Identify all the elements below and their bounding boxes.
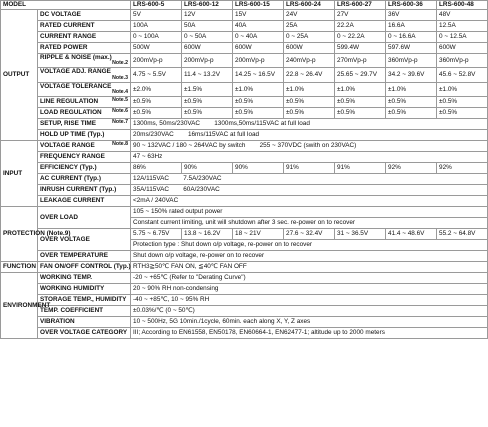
cell: 600W: [437, 43, 488, 54]
cell: 20 ~ 90% RH non-condensing: [131, 283, 488, 294]
param-label: INRUSH CURRENT (Typ.): [38, 184, 131, 195]
cell: 50A: [182, 21, 233, 32]
cell: ±0.5%: [182, 96, 233, 107]
param-text: VOLTAGE TOLERANCE: [40, 82, 112, 90]
cell: 48V: [437, 10, 488, 21]
model-name: LRS-600-12: [182, 1, 233, 10]
cell: 41.4 ~ 48.6V: [386, 228, 437, 239]
cell: 0 ~ 22.2A: [335, 32, 386, 43]
cell: 31 ~ 36.5V: [335, 228, 386, 239]
param-label: OVER VOLTAGE CATEGORY: [38, 327, 131, 338]
param-label: WORKING TEMP.: [38, 272, 131, 283]
param-label: TEMP. COEFFICIENT: [38, 305, 131, 316]
table-row: [1, 294, 488, 305]
table-row: [1, 228, 488, 239]
cell: 90%: [182, 162, 233, 173]
param-text: RIPPLE & NOISE (max.): [40, 54, 112, 61]
table-row: [1, 43, 488, 54]
table-row: [1, 82, 488, 96]
cell: 100A: [131, 21, 182, 32]
table-row: [1, 129, 488, 140]
cell: 16.6A: [386, 21, 437, 32]
param-label: [38, 107, 131, 118]
cell: 597.6W: [386, 43, 437, 54]
model-name: LRS-600-27: [335, 1, 386, 10]
cell: ±0.5%: [284, 96, 335, 107]
param-label: FREQUENCY RANGE: [38, 151, 131, 162]
param-label: OVER LOAD: [38, 206, 131, 228]
cell: 27.6 ~ 32.4V: [284, 228, 335, 239]
cell: 5V: [131, 10, 182, 21]
cell: ±0.5%: [437, 107, 488, 118]
table-row: [1, 107, 488, 118]
table-row: [1, 68, 488, 82]
cell: 25A: [284, 21, 335, 32]
cell: 24V: [284, 10, 335, 21]
section-protection: PROTECTION (Note.9): [1, 206, 38, 261]
param-text: LINE REGULATION: [40, 98, 99, 106]
cell: 40A: [233, 21, 284, 32]
table-row: [1, 316, 488, 327]
cell: 0 ~ 50A: [182, 32, 233, 43]
table-row: [1, 261, 488, 272]
table-row: [1, 151, 488, 162]
cell: 11.4 ~ 13.2V: [182, 68, 233, 82]
cell: 270mVp-p: [335, 54, 386, 68]
cell: 0 ~ 16.6A: [386, 32, 437, 43]
cell: ±0.5%: [233, 107, 284, 118]
cell: 600W: [182, 43, 233, 54]
param-label: EFFICIENCY (Typ.): [38, 162, 131, 173]
cell: 200mVp-p: [182, 54, 233, 68]
param-label: [38, 140, 131, 151]
cell: <2mA / 240VAC: [131, 195, 488, 206]
param-text: VOLTAGE ADJ. RANGE: [40, 68, 111, 76]
param-label: WORKING HUMIDITY: [38, 283, 131, 294]
cell: 22.8 ~ 26.4V: [284, 68, 335, 82]
cell: 1300ms, 50ms/230VAC 1300ms,50ms/115VAC at full load: [131, 118, 488, 129]
cell: ±1.0%: [233, 82, 284, 96]
cell: 500W: [131, 43, 182, 54]
model-name: LRS-600-24: [284, 1, 335, 10]
table-row: [1, 195, 488, 206]
param-label: CURRENT RANGE: [38, 32, 131, 43]
cell: 91%: [335, 162, 386, 173]
cell: ±0.03%/℃ (0 ~ 50℃): [131, 305, 488, 316]
cell: ±1.0%: [386, 82, 437, 96]
cell: 200mVp-p: [233, 54, 284, 68]
cell: ±0.5%: [335, 107, 386, 118]
param-label: RATED CURRENT: [38, 21, 131, 32]
param-label: FAN ON/OFF CONTROL (Typ.): [38, 261, 131, 272]
note-ref: Note.6: [112, 108, 129, 115]
table-row: [1, 173, 488, 184]
param-label: RATED POWER: [38, 43, 131, 54]
param-label: [38, 82, 131, 96]
table-row: [1, 21, 488, 32]
cell: ±1.0%: [437, 82, 488, 96]
table-row: [1, 140, 488, 151]
cell: 360mVp-p: [437, 54, 488, 68]
cell: ±0.5%: [131, 96, 182, 107]
cell: 0 ~ 40A: [233, 32, 284, 43]
param-label: DC VOLTAGE: [38, 10, 131, 21]
cell: 10 ~ 500Hz, 5G 10min./1cycle, 60min. each along X, Y, Z axes: [131, 316, 488, 327]
cell: 599.4W: [335, 43, 386, 54]
note-ref: Note.8: [112, 141, 129, 148]
cell: 200mVp-p: [131, 54, 182, 68]
cell: 360mVp-p: [386, 54, 437, 68]
param-label: [38, 68, 131, 82]
cell: -20 ~ +65℃ (Refer to "Derating Curve"): [131, 272, 488, 283]
cell: ±1.0%: [335, 82, 386, 96]
cell: 600W: [284, 43, 335, 54]
cell: -40 ~ +85℃, 10 ~ 95% RH: [131, 294, 488, 305]
cell: 13.8 ~ 16.2V: [182, 228, 233, 239]
cell: 14.25 ~ 16.5V: [233, 68, 284, 82]
cell: ±0.5%: [233, 96, 284, 107]
param-label: AC CURRENT (Typ.): [38, 173, 131, 184]
cell: 12V: [182, 10, 233, 21]
cell: 0 ~ 25A: [284, 32, 335, 43]
cell: 91%: [284, 162, 335, 173]
cell: 18 ~ 21V: [233, 228, 284, 239]
table-row: [1, 162, 488, 173]
cell: 0 ~ 12.5A: [437, 32, 488, 43]
cell: 45.6 ~ 52.8V: [437, 68, 488, 82]
param-label: HOLD UP TIME (Typ.): [38, 129, 131, 140]
cell: 20ms/230VAC 16ms/115VAC at full load: [131, 129, 488, 140]
cell: ±0.5%: [131, 107, 182, 118]
cell: 34.2 ~ 39.6V: [386, 68, 437, 82]
param-text: VOLTAGE RANGE: [40, 142, 95, 150]
cell: ±0.5%: [335, 96, 386, 107]
note-ref: Note.5: [112, 97, 129, 104]
param-label: LEAKAGE CURRENT: [38, 195, 131, 206]
cell: ±0.5%: [386, 107, 437, 118]
note-ref: Note.4: [112, 89, 129, 96]
cell: 90%: [233, 162, 284, 173]
model-name: LRS-600-15: [233, 1, 284, 10]
cell: 92%: [437, 162, 488, 173]
cell: ±1.0%: [284, 82, 335, 96]
param-text: SETUP, RISE TIME: [40, 120, 96, 128]
note-ref: Note.3: [112, 74, 129, 81]
cell: 35A/115VAC 60A/230VAC: [131, 184, 488, 195]
table-row: [1, 184, 488, 195]
cell: 90 ~ 132VAC / 180 ~ 264VAC by switch 255 ~ 370VDC (swith on 230VAC): [131, 140, 488, 151]
table-row: [1, 283, 488, 294]
param-label: OVER TEMPERATURE: [38, 250, 131, 261]
cell: 5.75 ~ 6.75V: [131, 228, 182, 239]
cell: Constant current limiting, unit will shutdown after 3 sec. re-power on to recover: [131, 217, 488, 228]
cell: Protection type : Shut down o/p voltage, re-power on to recover: [131, 239, 488, 250]
section-environment: ENVIRONMENT: [1, 272, 38, 338]
param-label: STORAGE TEMP., HUMIDITY: [38, 294, 131, 305]
section-output: OUTPUT: [1, 10, 38, 141]
param-text: LOAD REGULATION: [40, 109, 102, 117]
cell: 27V: [335, 10, 386, 21]
cell: 47 ~ 63Hz: [131, 151, 488, 162]
cell: 25.65 ~ 29.7V: [335, 68, 386, 82]
cell: 105 ~ 150% rated output power: [131, 206, 488, 217]
param-label: [38, 96, 131, 107]
cell: ±0.5%: [437, 96, 488, 107]
cell: ±0.5%: [284, 107, 335, 118]
cell: 22.2A: [335, 21, 386, 32]
cell: ±2.0%: [131, 82, 182, 96]
cell: 240mVp-p: [284, 54, 335, 68]
cell: Shut down o/p voltage, re-power on to recover: [131, 250, 488, 261]
cell: 55.2 ~ 64.8V: [437, 228, 488, 239]
note-ref: Note.2: [112, 60, 129, 67]
note-ref: Note.7: [112, 119, 129, 126]
cell: III; According to EN61558, EN50178, EN60664-1, EN62477-1; altitude up to 2000 meters: [131, 327, 488, 338]
table-row: [1, 305, 488, 316]
table-row: [1, 32, 488, 43]
table-row: [1, 272, 488, 283]
table-row: [1, 327, 488, 338]
cell: 0 ~ 100A: [131, 32, 182, 43]
cell: 4.75 ~ 5.5V: [131, 68, 182, 82]
section-function: FUNCTION: [1, 261, 38, 272]
table-row: [1, 250, 488, 261]
cell: ±0.5%: [386, 96, 437, 107]
cell: 12.5A: [437, 21, 488, 32]
param-label: VIBRATION: [38, 316, 131, 327]
header-row: [1, 1, 488, 10]
table-row: [1, 118, 488, 129]
cell: 15V: [233, 10, 284, 21]
model-name: LRS-600-48: [437, 1, 488, 10]
param-label: [38, 118, 131, 129]
cell: 12A/115VAC 7.5A/230VAC: [131, 173, 488, 184]
table-row: [1, 54, 488, 68]
param-label: [38, 54, 131, 68]
cell: 92%: [386, 162, 437, 173]
cell: RTH3≧50℃ FAN ON, ≦40℃ FAN OFF: [131, 261, 488, 272]
cell: 36V: [386, 10, 437, 21]
table-row: [1, 206, 488, 217]
cell: ±0.5%: [182, 107, 233, 118]
model-name: LRS-600-5: [131, 1, 182, 10]
param-label: OVER VOLTAGE: [38, 228, 131, 250]
model-name: LRS-600-36: [386, 1, 437, 10]
cell: 86%: [131, 162, 182, 173]
cell: 600W: [233, 43, 284, 54]
cell: ±1.5%: [182, 82, 233, 96]
model-label: MODEL: [1, 1, 131, 10]
section-input: INPUT: [1, 140, 38, 206]
table-row: [1, 10, 488, 21]
table-row: [1, 96, 488, 107]
